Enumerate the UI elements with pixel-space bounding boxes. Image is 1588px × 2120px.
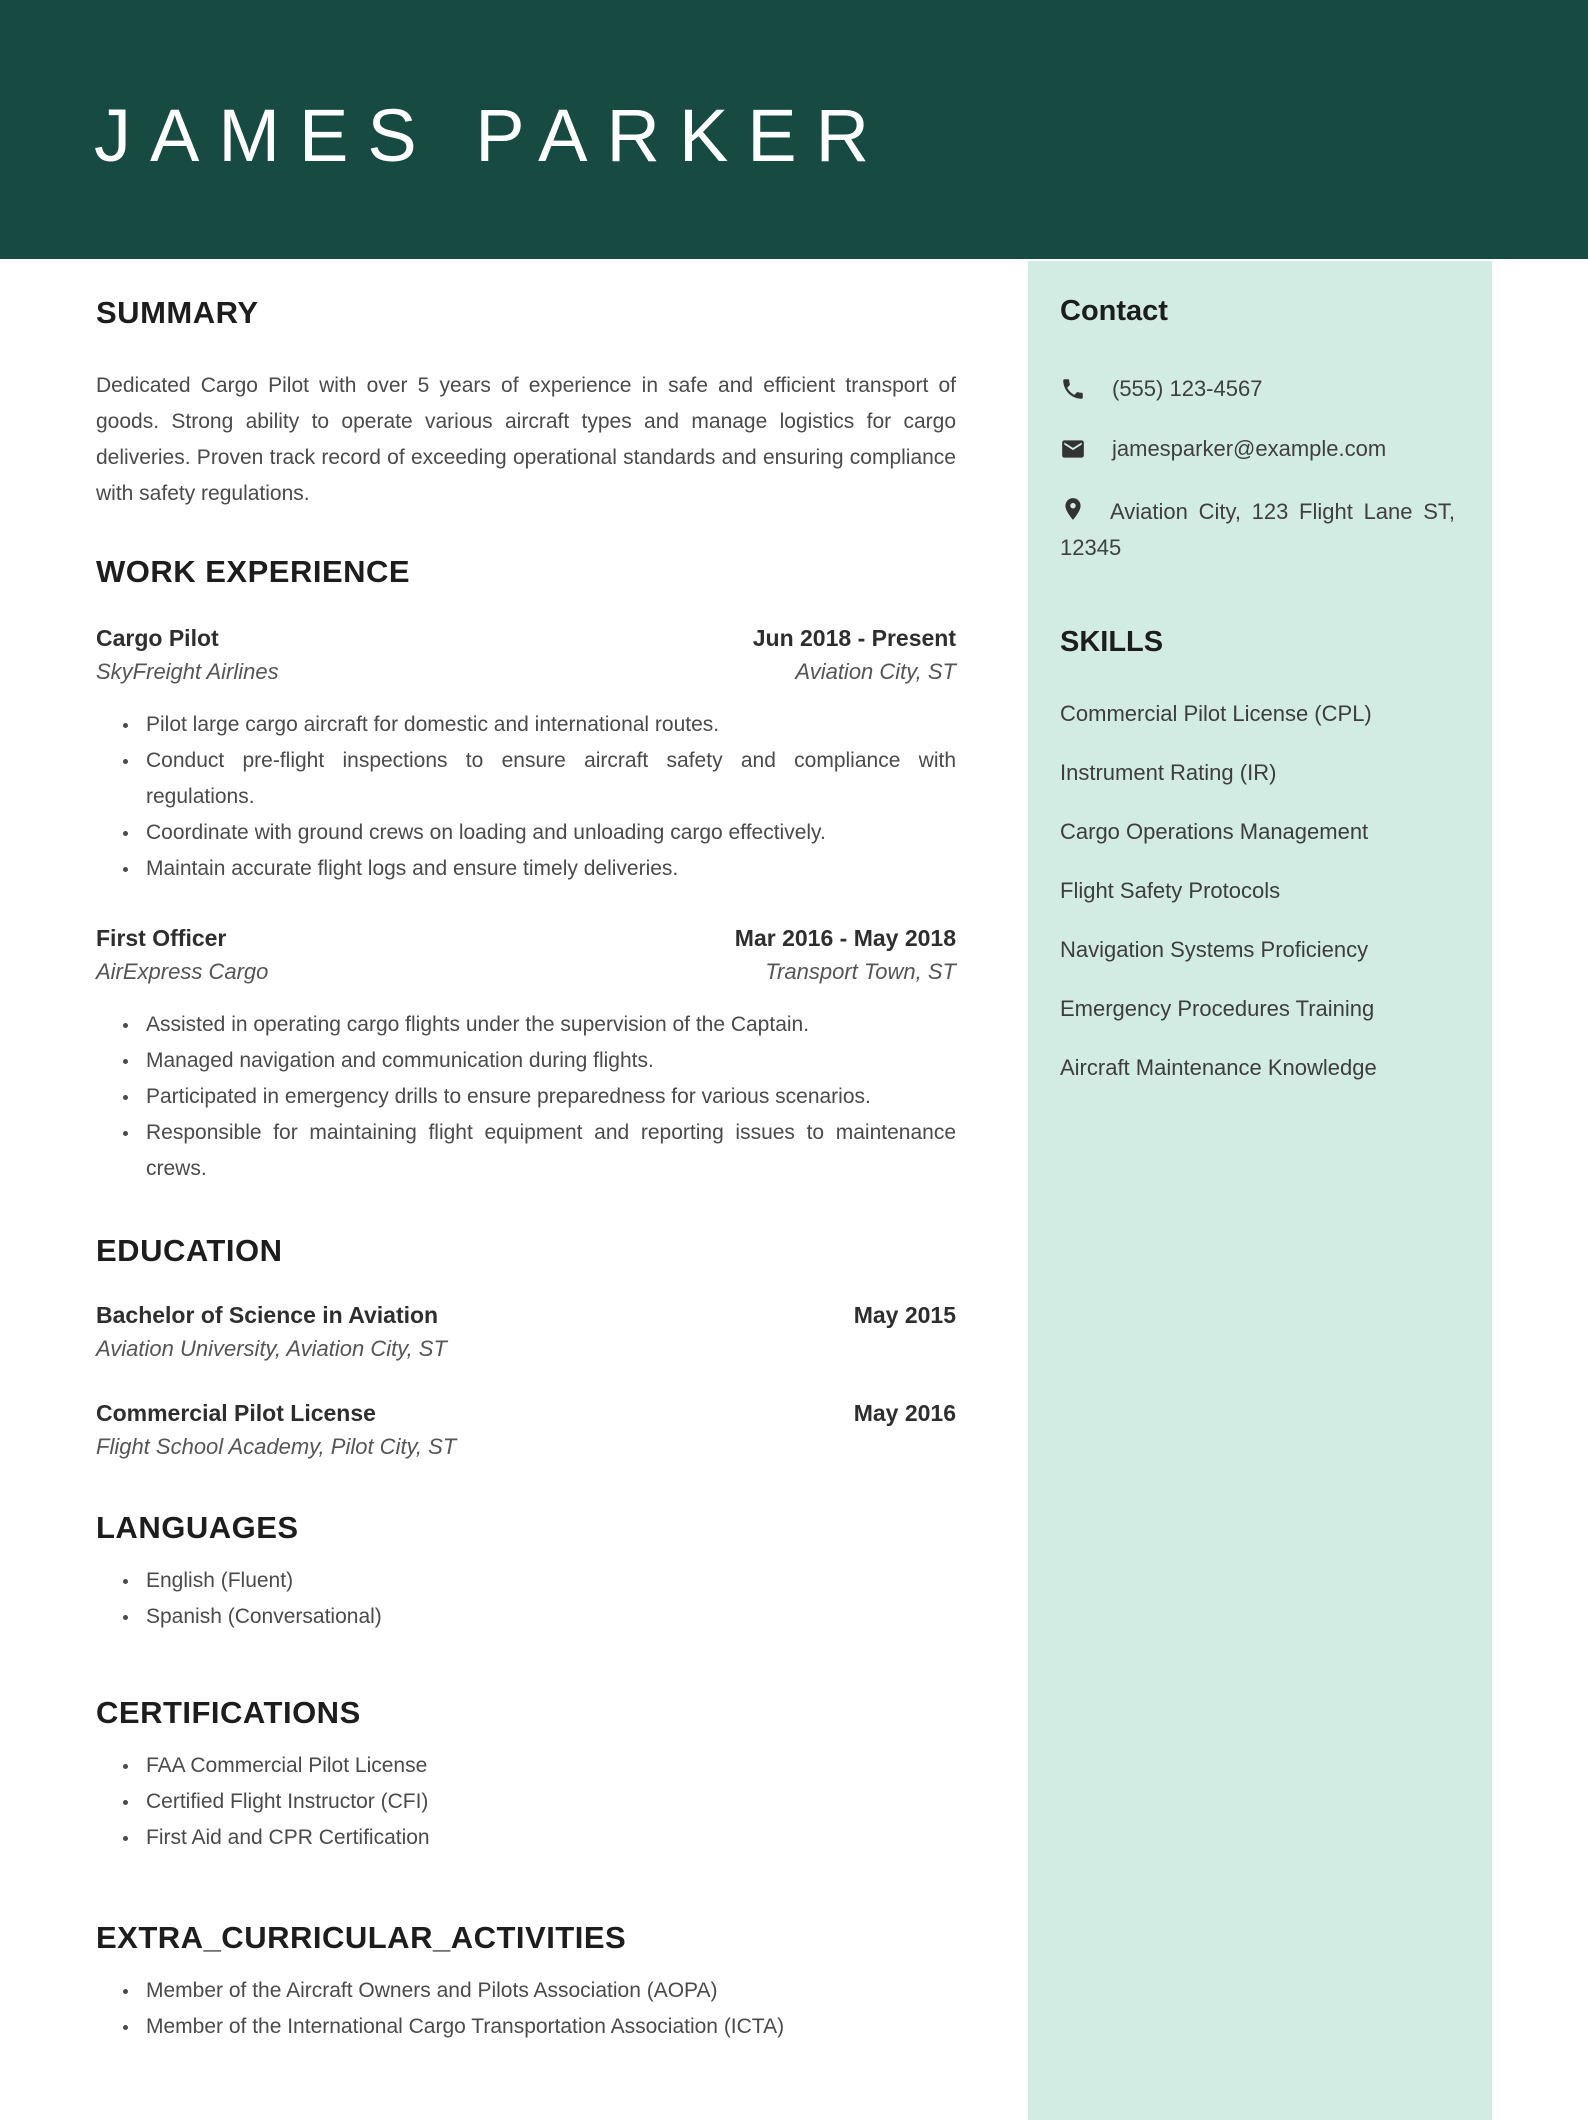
work-experience-heading: WORK EXPERIENCE [96,554,411,589]
skill-item: Cargo Operations Management [1060,819,1369,844]
job-bullet: • Participated in emergency drills to ensure preparedness for various scenarios. [140,1079,956,1115]
header-band [0,0,1588,259]
education-school: Flight School Academy, Pilot City, ST [96,1434,457,1459]
location-pin-icon [1060,496,1086,522]
job-bullet: • Responsible for maintaining flight equipment and reporting issues to maintenance crews. [140,1115,956,1187]
language-item: • Spanish (Conversational) [140,1599,956,1635]
summary-text: Dedicated Cargo Pilot with over 5 years of experience in safe and efficient transport of goods. Strong ability to operate various aircraft types and manage logistics for cargo deliveries. Proven track record of exceeding operational standards and ensuring compliance with safety regulations. [96,374,956,505]
education-heading: EDUCATION [96,1233,283,1268]
skills-heading: SKILLS [1060,626,1164,658]
job-location: Transport Town, ST [765,959,956,984]
education-degree: Commercial Pilot License [96,1400,376,1426]
education-degree: Bachelor of Science in Aviation [96,1302,439,1328]
contact-list [1060,374,1455,566]
education-school: Aviation University, Aviation City, ST [96,1336,447,1361]
skill-item: Aircraft Maintenance Knowledge [1060,1055,1377,1080]
contact-address: Aviation City, 123 Flight Lane ST, 12345 [1060,499,1455,560]
job-location: Aviation City, ST [795,659,956,684]
skill-item: Commercial Pilot License (CPL) [1060,701,1372,726]
job-company: AirExpress Cargo [96,959,269,984]
job-bullet-list [96,707,956,887]
job-bullet: • Assisted in operating cargo flights under the supervision of the Captain. [140,1007,956,1043]
extra-curricular-item: • Member of the Aircraft Owners and Pilots Association (AOPA) [140,1973,956,2009]
phone-icon [1060,376,1086,402]
main-column [96,259,956,2045]
certifications-list [96,1748,956,1856]
job-title: Cargo Pilot [96,625,219,651]
job-bullet: • Managed navigation and communication during flights. [140,1043,956,1079]
skill-item: Instrument Rating (IR) [1060,760,1277,785]
skill-item: Flight Safety Protocols [1060,878,1281,903]
job-company: SkyFreight Airlines [96,659,279,684]
contact-phone: (555) 123-4567 [1112,376,1263,401]
skills-list [1060,699,1455,1083]
contact-phone-row [1060,374,1455,404]
extra-curricular-list [96,1973,956,2045]
skill-item: Emergency Procedures Training [1060,996,1375,1021]
summary-heading: SUMMARY [96,295,259,330]
job-title: First Officer [96,925,227,951]
job-bullet: • Coordinate with ground crews on loading and unloading cargo effectively. [140,815,956,851]
education-date: May 2015 [853,1302,956,1328]
person-name: JAMES PARKER [94,94,889,177]
job-entry [96,623,956,887]
languages-list [96,1563,956,1635]
contact-heading: Contact [1060,295,1168,327]
sidebar-panel [1028,261,1492,2120]
job-dates: Jun 2018 - Present [752,625,956,651]
certification-item: • Certified Flight Instructor (CFI) [140,1784,956,1820]
contact-address-row [1060,494,1455,566]
education-entry [96,1398,956,1462]
extra-curricular-item: • Member of the International Cargo Transportation Association (ICTA) [140,2009,956,2045]
contact-email-row [1060,434,1455,464]
job-dates: Mar 2016 - May 2018 [734,925,956,951]
language-item: • English (Fluent) [140,1563,956,1599]
extra-curricular-heading: EXTRA_CURRICULAR_ACTIVITIES [96,1920,627,1955]
job-bullet: • Conduct pre-flight inspections to ensure aircraft safety and compliance with regulations. [140,743,956,815]
envelope-icon [1060,436,1086,462]
job-bullet: • Pilot large cargo aircraft for domestic and international routes. [140,707,956,743]
job-entry [96,923,956,1187]
education-entry [96,1300,956,1364]
contact-email: jamesparker@example.com [1112,436,1387,461]
certification-item: • First Aid and CPR Certification [140,1820,956,1856]
education-date: May 2016 [853,1400,956,1426]
certifications-heading: CERTIFICATIONS [96,1695,361,1730]
languages-heading: LANGUAGES [96,1510,299,1545]
skill-item: Navigation Systems Proficiency [1060,937,1369,962]
job-bullet: • Maintain accurate flight logs and ensure timely deliveries. [140,851,956,887]
certification-item: • FAA Commercial Pilot License [140,1748,956,1784]
job-bullet-list [96,1007,956,1187]
